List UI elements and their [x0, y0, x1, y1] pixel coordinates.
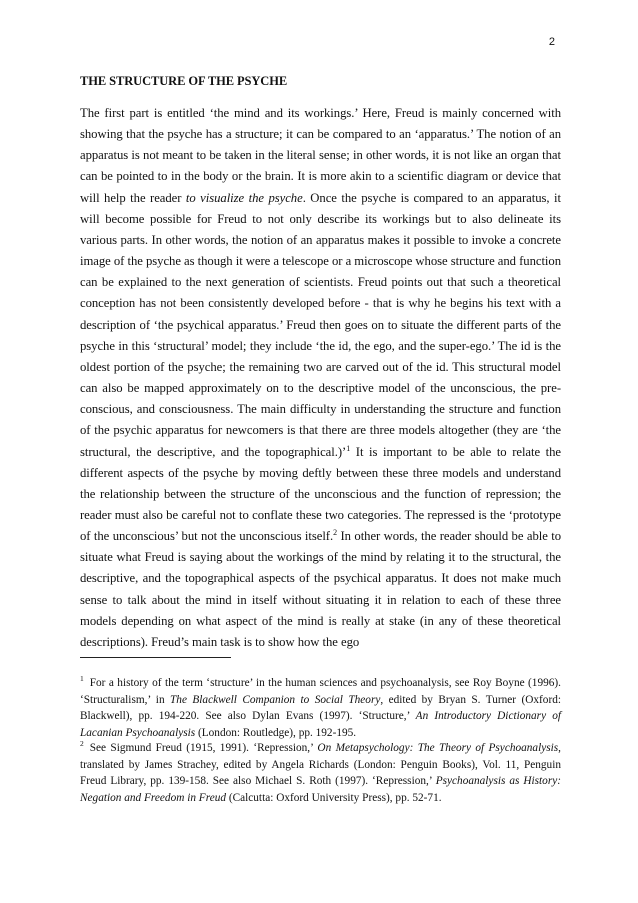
- footnote-1: [80, 675, 561, 741]
- footnote-text: , edited by Bryan S. Turner (Oxford: Blackwell), pp. 194-220. See also Dylan Evans (1997). ‘Structure,’: [80, 693, 562, 722]
- footnote-text: See Sigmund Freud (1915, 1991). ‘Repression,’: [89, 742, 318, 754]
- footnote-ref-2[interactable]: 2: [333, 527, 338, 537]
- footnote-mark: 1: [80, 674, 84, 684]
- footnote-ref-1[interactable]: 1: [346, 443, 351, 453]
- body-emphasis: to visualize the psyche: [185, 190, 303, 205]
- footnote-title: An Introductory Dictionary of Lacanian Psychoanalysis: [80, 710, 561, 739]
- page-number: 2: [548, 36, 555, 48]
- body-text-part3: It is important to be able to relate the different aspects of the psyche by moving deftly between these three models and understand the relationship between the structure of the unconscious and the function of repression; the reader must also be careful not to conflate these two categories. The repressed is the ‘prototype of the unconscious’ but not the unconscious itself.: [80, 444, 562, 544]
- footnote-text: , translated by James Strachey, edited by Angela Richards (London: Penguin Books), Vol. 11, Penguin Freud Library, pp. 139-158. See also Michael S. Roth (1997). ‘Repression,’: [80, 742, 561, 787]
- section-heading: THE STRUCTURE OF THE PSYCHE: [80, 74, 288, 88]
- footnote-title: Psychoanalysis as History: Negation and Freedom in Freud: [80, 775, 561, 804]
- footnote-text: For a history of the term ‘structure’ in the human sciences and psychoanalysis, see Roy Boyne (1996). ‘Structuralism,’ in: [80, 677, 561, 706]
- footnote-text: (Calcutta: Oxford University Press), pp. 52-71.: [226, 791, 442, 804]
- footnote-2: [80, 740, 561, 806]
- body-text-part1: The first part is entitled ‘the mind and its workings.’ Here, Freud is mainly concerned with showing that the psyche has a structure; it can be compared to an ‘apparatus.’ The notion of an apparatus is not meant to be taken in the literal sense; in other words, it is not like an organ that can be pointed to in the body or the brain. It is more akin to a scientific diagram or device that will help the reader: [80, 106, 561, 205]
- body-text-part4: In other words, the reader should be able to situate what Freud is saying about the workings of the mind by relating it to the structural, the descriptive, and the topographical aspects of the psychical apparatus. It does not make much sense to talk about the mind in itself without situating it in relation to each of these three models depending on what aspect of the mind is really at stake (in any of these theoretical descriptions). Freud’s main task is to show how the ego: [80, 529, 561, 649]
- footnote-mark: 2: [80, 739, 84, 749]
- footnote-title: The Blackwell Companion to Social Theory: [170, 693, 381, 706]
- footnote-text: (London: Routledge), pp. 192-195.: [195, 726, 357, 739]
- footnote-title: On Metapsychology: The Theory of Psychoanalysis: [317, 742, 559, 754]
- body-text-part2: . Once the psyche is compared to an apparatus, it will become possible for Freud to not only describe its workings but to also delineate its various parts. In other words, the notion of an apparatus makes it possible to invoke a concrete image of the psyche as though it were a telescope or a microscope whose structure and function can be explained to the next generation of scientists. Freud points out that such a theoretical conception has not been consistently developed before - that is why he begins his text with a description of ‘the psychical apparatus.’ Freud then goes on to situate the different parts of the psyche in this ‘structural’ model; they include ‘the id, the ego, and the super-ego.’ The id is the oldest portion of the psyche; the remaining two are carved out of the id. This structural model can also be mapped approximately on to the descriptive model of the unconscious, the pre-conscious, and consciousness. The main difficulty in understanding the structure and function of the psychic apparatus for newcomers is that there are three models altogether (they are ‘the structural, the descriptive, and the topographical.)’: [80, 190, 561, 459]
- body-paragraph: [80, 103, 561, 653]
- footnote-separator: [80, 657, 231, 658]
